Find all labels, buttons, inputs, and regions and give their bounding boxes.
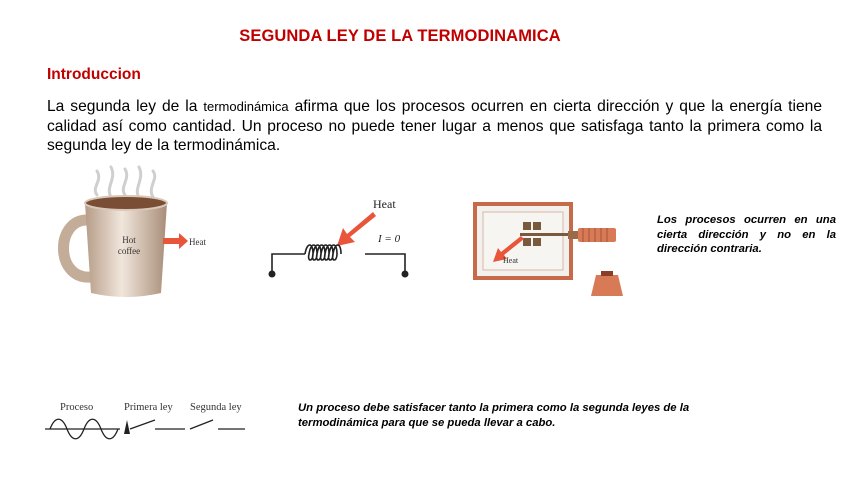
switch-label-second: Segunda ley bbox=[190, 402, 242, 413]
box-heat-label: Heat bbox=[503, 256, 519, 265]
mug-label-line2: coffee bbox=[117, 246, 141, 256]
steam-icon bbox=[95, 167, 154, 197]
intro-text-small: termodinámica bbox=[203, 99, 289, 114]
process-switches-illustration bbox=[40, 396, 255, 446]
coil-current-label: I = 0 bbox=[378, 233, 401, 245]
arrow-up-icon bbox=[124, 420, 130, 434]
coil-heat-label: Heat bbox=[373, 197, 396, 211]
terminal-left bbox=[269, 271, 276, 278]
mug-rim bbox=[85, 196, 167, 210]
coil-illustration bbox=[265, 190, 415, 285]
intro-text-1: La segunda ley de la bbox=[47, 98, 204, 115]
intro-text-2: afirma que los procesos ocurren en cierta dirección y que la energía tiene calidad así como cantidad. Un proceso no puede tener lugar a menos que satisfaga tanto la primera como la segunda ley de la termodinámica. bbox=[47, 98, 822, 154]
switch-label-process: Proceso bbox=[60, 402, 94, 413]
switch-second bbox=[190, 420, 213, 429]
shaft bbox=[568, 231, 578, 239]
weight-top bbox=[601, 271, 613, 276]
heat-arrow-icon bbox=[337, 212, 376, 246]
page-title: SEGUNDA LEY DE LA TERMODINAMICA bbox=[239, 27, 561, 45]
terminal-right bbox=[402, 271, 409, 278]
coil-wire bbox=[272, 245, 405, 273]
mug-label-line1: Hot bbox=[122, 235, 136, 245]
shaft-handle bbox=[578, 228, 616, 242]
intro-paragraph bbox=[47, 97, 822, 156]
coffee-mug-illustration bbox=[55, 165, 225, 300]
figure-caption-2: Un proceso debe satisfacer tanto la primera como la segunda leyes de la termodinámica para que se pueda llevar a cabo. bbox=[298, 402, 690, 429]
switch-label-first: Primera ley bbox=[124, 402, 173, 413]
mug-heat-label: Heat bbox=[189, 237, 206, 247]
figure-caption-1: Los procesos ocurren en una cierta dirección y no en la dirección contraria. bbox=[657, 214, 836, 255]
section-heading: Introduccion bbox=[47, 66, 141, 83]
switch-first bbox=[130, 420, 155, 429]
paddle-box-illustration bbox=[473, 200, 633, 300]
weight-block bbox=[591, 275, 623, 296]
heat-arrow-icon bbox=[163, 233, 188, 249]
